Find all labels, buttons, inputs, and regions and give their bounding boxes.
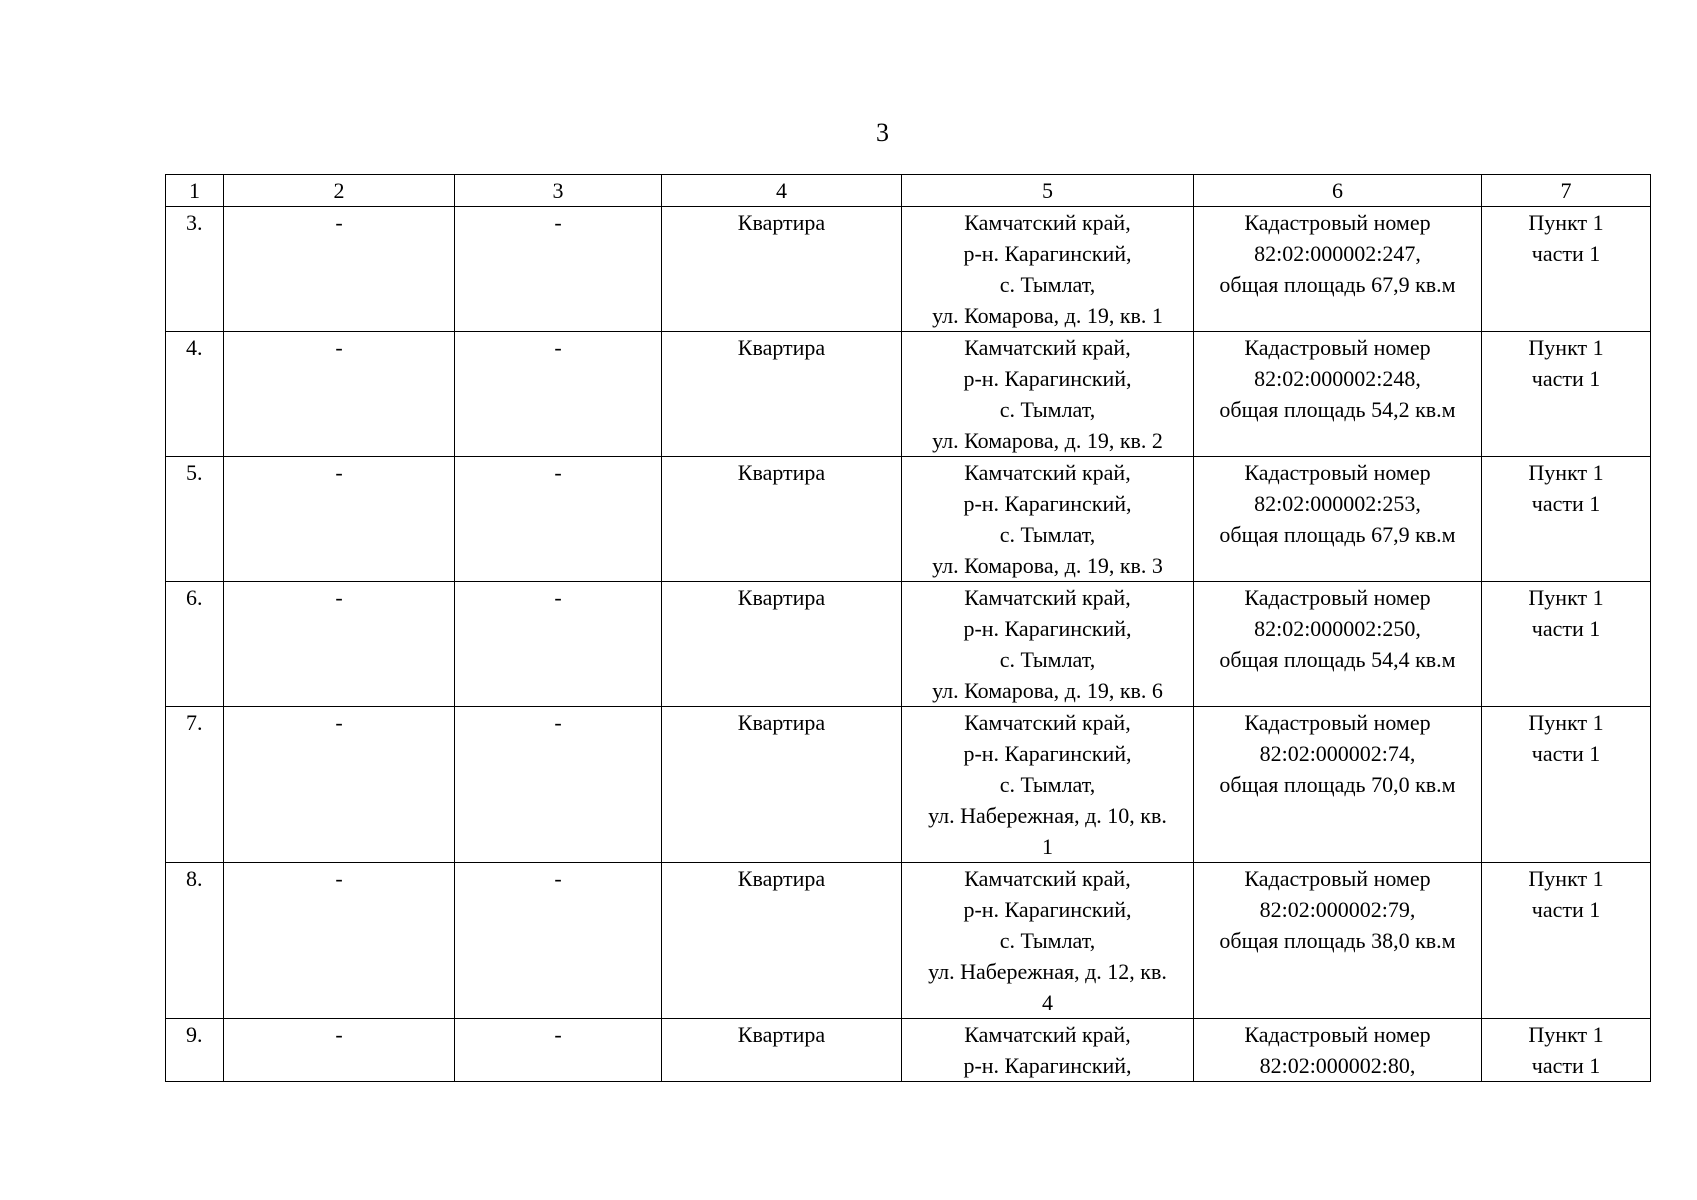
- legal-basis-line: Пункт 1: [1528, 585, 1604, 610]
- table-row: [166, 582, 1651, 707]
- legal-basis: [1482, 863, 1651, 1019]
- object-details-line: Кадастровый номер: [1244, 1022, 1431, 1047]
- cell-col-3: -: [455, 457, 662, 582]
- object-details-line: общая площадь 70,0 кв.м: [1219, 772, 1456, 797]
- legal-basis-line: Пункт 1: [1528, 460, 1604, 485]
- cell-col-2: -: [224, 582, 455, 707]
- object-details-line: Кадастровый номер: [1244, 210, 1431, 235]
- legal-basis-line: части 1: [1531, 741, 1601, 766]
- legal-basis: [1482, 582, 1651, 707]
- object-address-line: Камчатский край,: [964, 866, 1131, 891]
- legal-basis: [1482, 332, 1651, 457]
- object-address: [902, 582, 1194, 707]
- object-address-line: р-н. Карагинский,: [963, 897, 1132, 922]
- column-header-5: 5: [902, 175, 1194, 207]
- object-address-line: ул. Комарова, д. 19, кв. 1: [932, 303, 1163, 328]
- object-address-line: Камчатский край,: [964, 335, 1131, 360]
- legal-basis-line: части 1: [1531, 897, 1601, 922]
- cell-col-3: -: [455, 863, 662, 1019]
- legal-basis-line: части 1: [1531, 616, 1601, 641]
- object-address-line: Камчатский край,: [964, 710, 1131, 735]
- object-details-line: 82:02:000002:247,: [1254, 241, 1421, 266]
- object-address-line: с. Тымлат,: [999, 397, 1096, 422]
- object-details: [1194, 582, 1482, 707]
- object-details-line: Кадастровый номер: [1244, 866, 1431, 891]
- cell-col-3: -: [455, 707, 662, 863]
- table-body: [166, 207, 1651, 1082]
- object-address: [902, 207, 1194, 332]
- object-details-line: Кадастровый номер: [1244, 710, 1431, 735]
- column-header-4: 4: [662, 175, 902, 207]
- row-number: 3.: [166, 207, 224, 332]
- object-details: [1194, 207, 1482, 332]
- object-address-line: р-н. Карагинский,: [963, 491, 1132, 516]
- property-registry-table: [165, 174, 1651, 1082]
- column-header-1: 1: [166, 175, 224, 207]
- row-number: 8.: [166, 863, 224, 1019]
- object-address: [902, 332, 1194, 457]
- cell-col-3: -: [455, 582, 662, 707]
- legal-basis: [1482, 457, 1651, 582]
- column-header-7: 7: [1482, 175, 1651, 207]
- cell-col-3: -: [455, 1019, 662, 1082]
- object-details-line: 82:02:000002:79,: [1259, 897, 1416, 922]
- object-address: [902, 1019, 1194, 1082]
- cell-col-2: -: [224, 207, 455, 332]
- cell-col-3: -: [455, 332, 662, 457]
- object-address-line: Камчатский край,: [964, 585, 1131, 610]
- object-details-line: Кадастровый номер: [1244, 460, 1431, 485]
- object-details-line: 82:02:000002:250,: [1254, 616, 1421, 641]
- cell-col-2: -: [224, 457, 455, 582]
- legal-basis-line: части 1: [1531, 366, 1601, 391]
- object-details-line: 82:02:000002:80,: [1259, 1053, 1416, 1078]
- legal-basis-line: части 1: [1531, 491, 1601, 516]
- object-address-line: Камчатский край,: [964, 210, 1131, 235]
- object-details: [1194, 863, 1482, 1019]
- object-type: Квартира: [662, 707, 902, 863]
- object-address-line: Камчатский край,: [964, 460, 1131, 485]
- object-address-line: с. Тымлат,: [999, 522, 1096, 547]
- row-number: 5.: [166, 457, 224, 582]
- cell-col-2: -: [224, 332, 455, 457]
- table-row: [166, 457, 1651, 582]
- object-details: [1194, 1019, 1482, 1082]
- row-number: 9.: [166, 1019, 224, 1082]
- object-type: Квартира: [662, 863, 902, 1019]
- object-details-line: общая площадь 38,0 кв.м: [1219, 928, 1456, 953]
- object-details: [1194, 332, 1482, 457]
- page-number: 3: [876, 118, 889, 147]
- object-address-line: р-н. Карагинский,: [963, 1053, 1132, 1078]
- object-type: Квартира: [662, 457, 902, 582]
- table-row: [166, 207, 1651, 332]
- column-header-2: 2: [224, 175, 455, 207]
- legal-basis: [1482, 1019, 1651, 1082]
- object-address-line: ул. Набережная, д. 10, кв.: [928, 803, 1167, 828]
- legal-basis-line: Пункт 1: [1528, 866, 1604, 891]
- column-header-3: 3: [455, 175, 662, 207]
- object-address-line: ул. Набережная, д. 12, кв.: [928, 959, 1167, 984]
- legal-basis: [1482, 707, 1651, 863]
- object-address-line: с. Тымлат,: [999, 772, 1096, 797]
- legal-basis-line: Пункт 1: [1528, 710, 1604, 735]
- cell-col-3: -: [455, 207, 662, 332]
- object-type: Квартира: [662, 207, 902, 332]
- cell-col-2: -: [224, 1019, 455, 1082]
- object-details-line: общая площадь 67,9 кв.м: [1219, 272, 1456, 297]
- table-row: [166, 1019, 1651, 1082]
- legal-basis-line: Пункт 1: [1528, 335, 1604, 360]
- object-details-line: общая площадь 67,9 кв.м: [1219, 522, 1456, 547]
- object-address-line: р-н. Карагинский,: [963, 241, 1132, 266]
- object-details-line: общая площадь 54,2 кв.м: [1219, 397, 1456, 422]
- cell-col-2: -: [224, 707, 455, 863]
- object-type: Квартира: [662, 332, 902, 457]
- object-details-line: Кадастровый номер: [1244, 585, 1431, 610]
- table-row: [166, 863, 1651, 1019]
- legal-basis-line: части 1: [1531, 241, 1601, 266]
- row-number: 6.: [166, 582, 224, 707]
- object-details: [1194, 457, 1482, 582]
- object-address-line: р-н. Карагинский,: [963, 366, 1132, 391]
- object-address-line: ул. Комарова, д. 19, кв. 2: [932, 428, 1163, 453]
- object-address-line: ул. Комарова, д. 19, кв. 3: [932, 553, 1163, 578]
- object-type: Квартира: [662, 582, 902, 707]
- object-address-line: с. Тымлат,: [999, 928, 1096, 953]
- legal-basis: [1482, 207, 1651, 332]
- cell-col-2: -: [224, 863, 455, 1019]
- object-address-line: ул. Комарова, д. 19, кв. 6: [932, 678, 1163, 703]
- object-details-line: Кадастровый номер: [1244, 335, 1431, 360]
- table-header-row: [166, 175, 1651, 207]
- object-address-line: р-н. Карагинский,: [963, 741, 1132, 766]
- legal-basis-line: части 1: [1531, 1053, 1601, 1078]
- table-row: [166, 332, 1651, 457]
- object-type: Квартира: [662, 1019, 902, 1082]
- object-address: [902, 863, 1194, 1019]
- object-details-line: общая площадь 54,4 кв.м: [1219, 647, 1456, 672]
- object-address: [902, 457, 1194, 582]
- object-details-line: 82:02:000002:74,: [1259, 741, 1416, 766]
- legal-basis-line: Пункт 1: [1528, 210, 1604, 235]
- object-address: [902, 707, 1194, 863]
- legal-basis-line: Пункт 1: [1528, 1022, 1604, 1047]
- object-address-line: р-н. Карагинский,: [963, 616, 1132, 641]
- table-row: [166, 707, 1651, 863]
- row-number: 4.: [166, 332, 224, 457]
- object-address-line: 1: [1042, 834, 1053, 859]
- object-details-line: 82:02:000002:253,: [1254, 491, 1421, 516]
- object-details-line: 82:02:000002:248,: [1254, 366, 1421, 391]
- row-number: 7.: [166, 707, 224, 863]
- object-address-line: с. Тымлат,: [999, 272, 1096, 297]
- object-details: [1194, 707, 1482, 863]
- object-address-line: с. Тымлат,: [999, 647, 1096, 672]
- column-header-6: 6: [1194, 175, 1482, 207]
- object-address-line: Камчатский край,: [964, 1022, 1131, 1047]
- object-address-line: 4: [1042, 990, 1053, 1015]
